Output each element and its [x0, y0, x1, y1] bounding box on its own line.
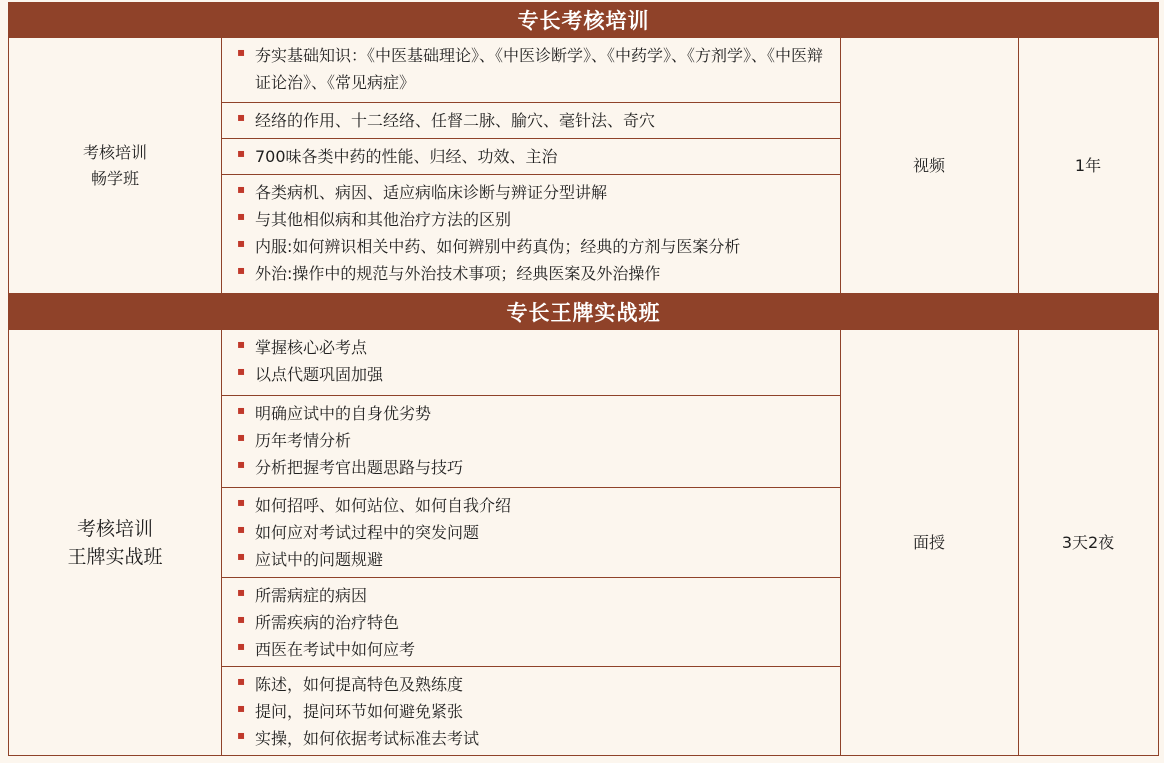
item-text: 700味各类中药的性能、归经、功效、主治	[255, 147, 558, 166]
content-group	[221, 395, 840, 487]
content-group	[221, 666, 840, 755]
bullet-icon: ▪	[237, 639, 246, 653]
list-item	[233, 519, 832, 546]
item-text: 历年考情分析	[255, 431, 352, 450]
bullet-icon: ▪	[237, 209, 246, 223]
section-body	[8, 38, 1159, 294]
content-group	[221, 577, 840, 666]
duration-cell: 1年	[1074, 155, 1102, 175]
list-item	[233, 107, 832, 134]
list-item	[233, 454, 832, 481]
list-item	[233, 143, 832, 170]
content-cell	[221, 38, 841, 293]
item-text: 掌握核心必考点	[255, 338, 368, 357]
content-group	[221, 102, 840, 138]
list-item	[233, 609, 832, 636]
item-text: 各类病机、病因、适应病临床诊断与辨证分型讲解	[255, 183, 608, 202]
list-item	[233, 636, 832, 663]
item-text: 明确应试中的自身优劣势	[255, 404, 432, 423]
item-text: 如何招呼、如何站位、如何自我介绍	[255, 496, 512, 515]
list-item	[233, 179, 832, 206]
class-name-line: 考核培训	[82, 142, 147, 162]
bullet-icon: ▪	[237, 728, 246, 742]
content-group	[221, 174, 840, 293]
content-group	[221, 487, 840, 577]
list-item	[233, 334, 832, 361]
item-text: 以点代题巩固加强	[255, 365, 384, 384]
list-item	[233, 206, 832, 233]
bullet-icon: ▪	[237, 549, 246, 563]
list-item	[233, 260, 832, 287]
bullet-icon: ▪	[237, 585, 246, 599]
bullet-icon: ▪	[237, 403, 246, 417]
item-text: 经络的作用、十二经络、任督二脉、腧穴、毫针法、奇穴	[255, 111, 656, 130]
list-item	[233, 492, 832, 519]
class-name-line: 王牌实战班	[67, 545, 163, 568]
bullet-icon: ▪	[237, 612, 246, 626]
list-item	[233, 546, 832, 573]
item-text: 所需疾病的治疗特色	[255, 613, 400, 632]
item-text: 外治:操作中的规范与外治技术事项；经典医案及外治操作	[255, 264, 661, 283]
item-text: 所需病症的病因	[255, 586, 368, 605]
list-item	[233, 725, 832, 752]
bullet-icon: ▪	[237, 263, 246, 277]
bullet-icon: ▪	[237, 522, 246, 536]
item-text: 应试中的问题规避	[255, 550, 384, 569]
bullet-icon: ▪	[237, 364, 246, 378]
item-text: 陈述，如何提高特色及熟练度	[255, 675, 464, 694]
bullet-icon: ▪	[237, 182, 246, 196]
duration-cell: 3天2夜	[1061, 532, 1115, 552]
section-header: 专长王牌实战班	[8, 294, 1159, 330]
bullet-icon: ▪	[237, 674, 246, 688]
bullet-icon: ▪	[237, 337, 246, 351]
list-item	[233, 233, 832, 260]
item-text: 夯实基础知识：《中医基础理论》、《中医诊断学》、《中药学》、《方剂学》、《中医辩证论治》、《常见病症》	[255, 46, 824, 92]
section-header: 专长考核培训	[8, 2, 1159, 38]
list-item	[233, 698, 832, 725]
class-name-cell	[9, 38, 222, 293]
list-item	[233, 671, 832, 698]
bullet-icon: ▪	[237, 146, 246, 160]
content-group	[221, 138, 840, 174]
class-name-cell	[9, 330, 222, 755]
list-item	[233, 427, 832, 454]
list-item	[233, 400, 832, 427]
item-text: 与其他相似病和其他治疗方法的区别	[255, 210, 512, 229]
section-body	[8, 330, 1159, 756]
item-text: 实操，如何依据考试标准去考试	[255, 729, 480, 748]
bullet-icon: ▪	[237, 110, 246, 124]
bullet-icon: ▪	[237, 430, 246, 444]
list-item	[233, 582, 832, 609]
method-cell: 视频	[840, 38, 1019, 293]
item-text: 如何应对考试过程中的突发问题	[255, 523, 480, 542]
bullet-icon: ▪	[237, 457, 246, 471]
bullet-icon: ▪	[237, 701, 246, 715]
item-text: 分析把握考官出题思路与技巧	[255, 458, 464, 477]
content-cell	[221, 330, 841, 755]
list-item	[233, 361, 832, 388]
class-name-line: 考核培训	[76, 517, 153, 540]
item-text: 内服:如何辨识相关中药、如何辨别中药真伪；经典的方剂与医案分析	[255, 237, 741, 256]
list-item	[233, 42, 832, 96]
item-text: 提问，提问环节如何避免紧张	[255, 702, 464, 721]
item-text: 西医在考试中如何应考	[255, 640, 416, 659]
bullet-icon: ▪	[237, 45, 246, 59]
bullet-icon: ▪	[237, 495, 246, 509]
content-group	[221, 38, 840, 102]
method-cell: 面授	[840, 330, 1019, 755]
content-group	[221, 330, 840, 395]
bullet-icon: ▪	[237, 236, 246, 250]
class-name-line: 畅学班	[90, 168, 139, 188]
